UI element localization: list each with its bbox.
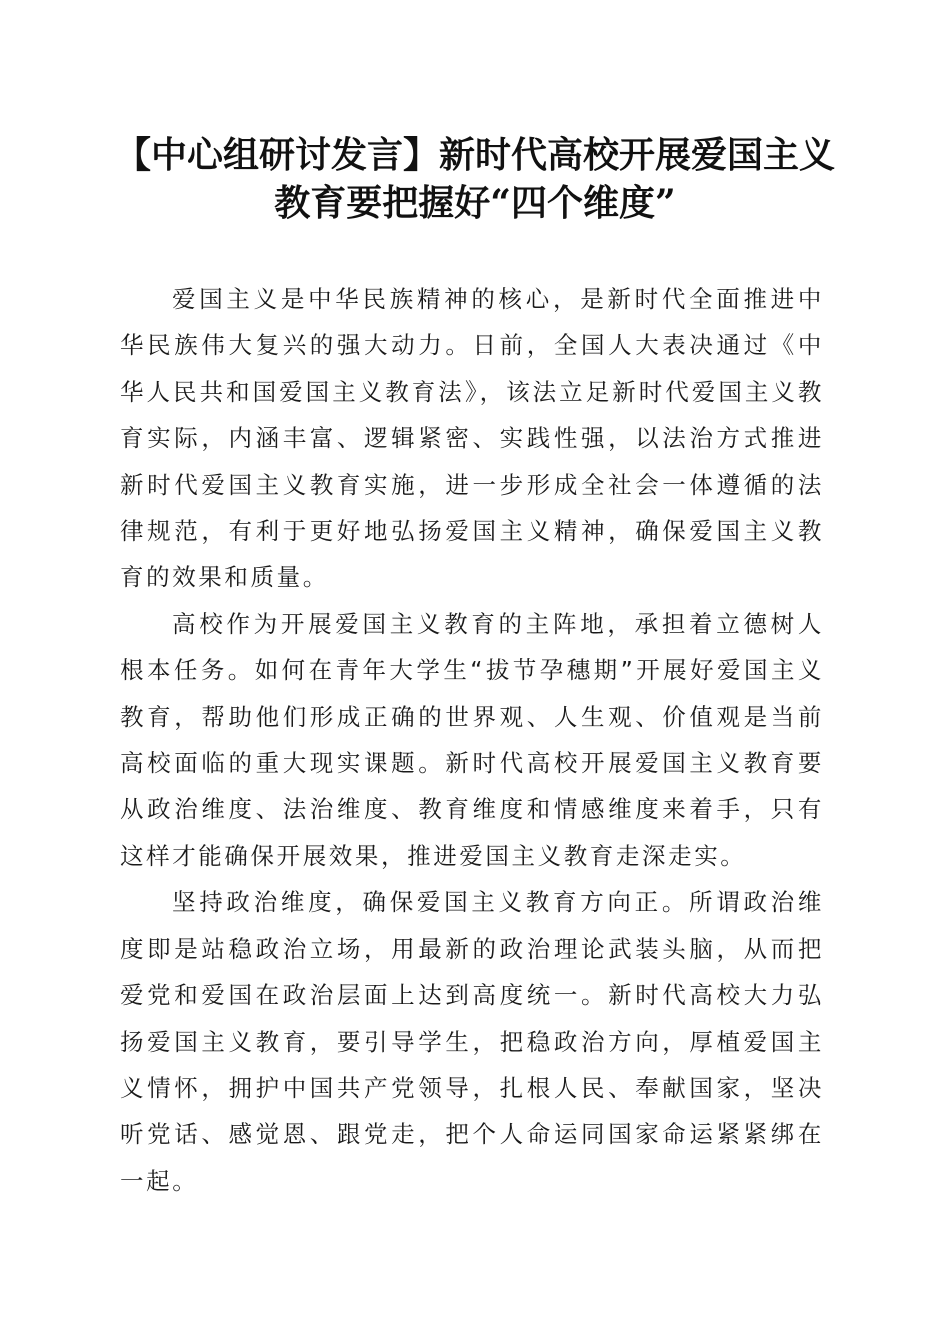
document-body	[120, 276, 824, 1204]
document-title	[100, 131, 850, 227]
paragraph-3: 坚持政治维度，确保爱国主义教育方向正。所谓政治维度即是站稳政治立场，用最新的政治理论武装头脑，从而把爱党和爱国在政治层面上达到高度统一。新时代高校大力弘扬爱国主义教育，要引导学生，把稳政治方向，厚植爱国主义情怀，拥护中国共产党领导，扎根人民、奉献国家，坚决听党话、感觉恩、跟党走，把个人命运同国家命运紧紧绑在一起。	[120, 888, 824, 1195]
paragraph-1: 爱国主义是中华民族精神的核心，是新时代全面推进中华民族伟大复兴的强大动力。日前，全国人大表决通过《中华人民共和国爱国主义教育法》，该法立足新时代爱国主义教育实际，内涵丰富、逻辑紧密、实践性强，以法治方式推进新时代爱国主义教育实施，进一步形成全社会一体遵循的法律规范，有利于更好地弘扬爱国主义精神，确保爱国主义教育的效果和质量。	[120, 285, 824, 592]
paragraph-2: 高校作为开展爱国主义教育的主阵地，承担着立德树人根本任务。如何在青年大学生“拔节孕穗期”开展好爱国主义教育，帮助他们形成正确的世界观、人生观、价值观是当前高校面临的重大现实课题。新时代高校开展爱国主义教育要从政治维度、法治维度、教育维度和情感维度来着手，只有这样才能确保开展效果，推进爱国主义教育走深走实。	[120, 609, 824, 870]
title-line-2: 教育要把握好“四个维度”	[274, 182, 676, 224]
title-line-1: 【中心组研讨发言】新时代高校开展爱国主义	[114, 134, 835, 176]
